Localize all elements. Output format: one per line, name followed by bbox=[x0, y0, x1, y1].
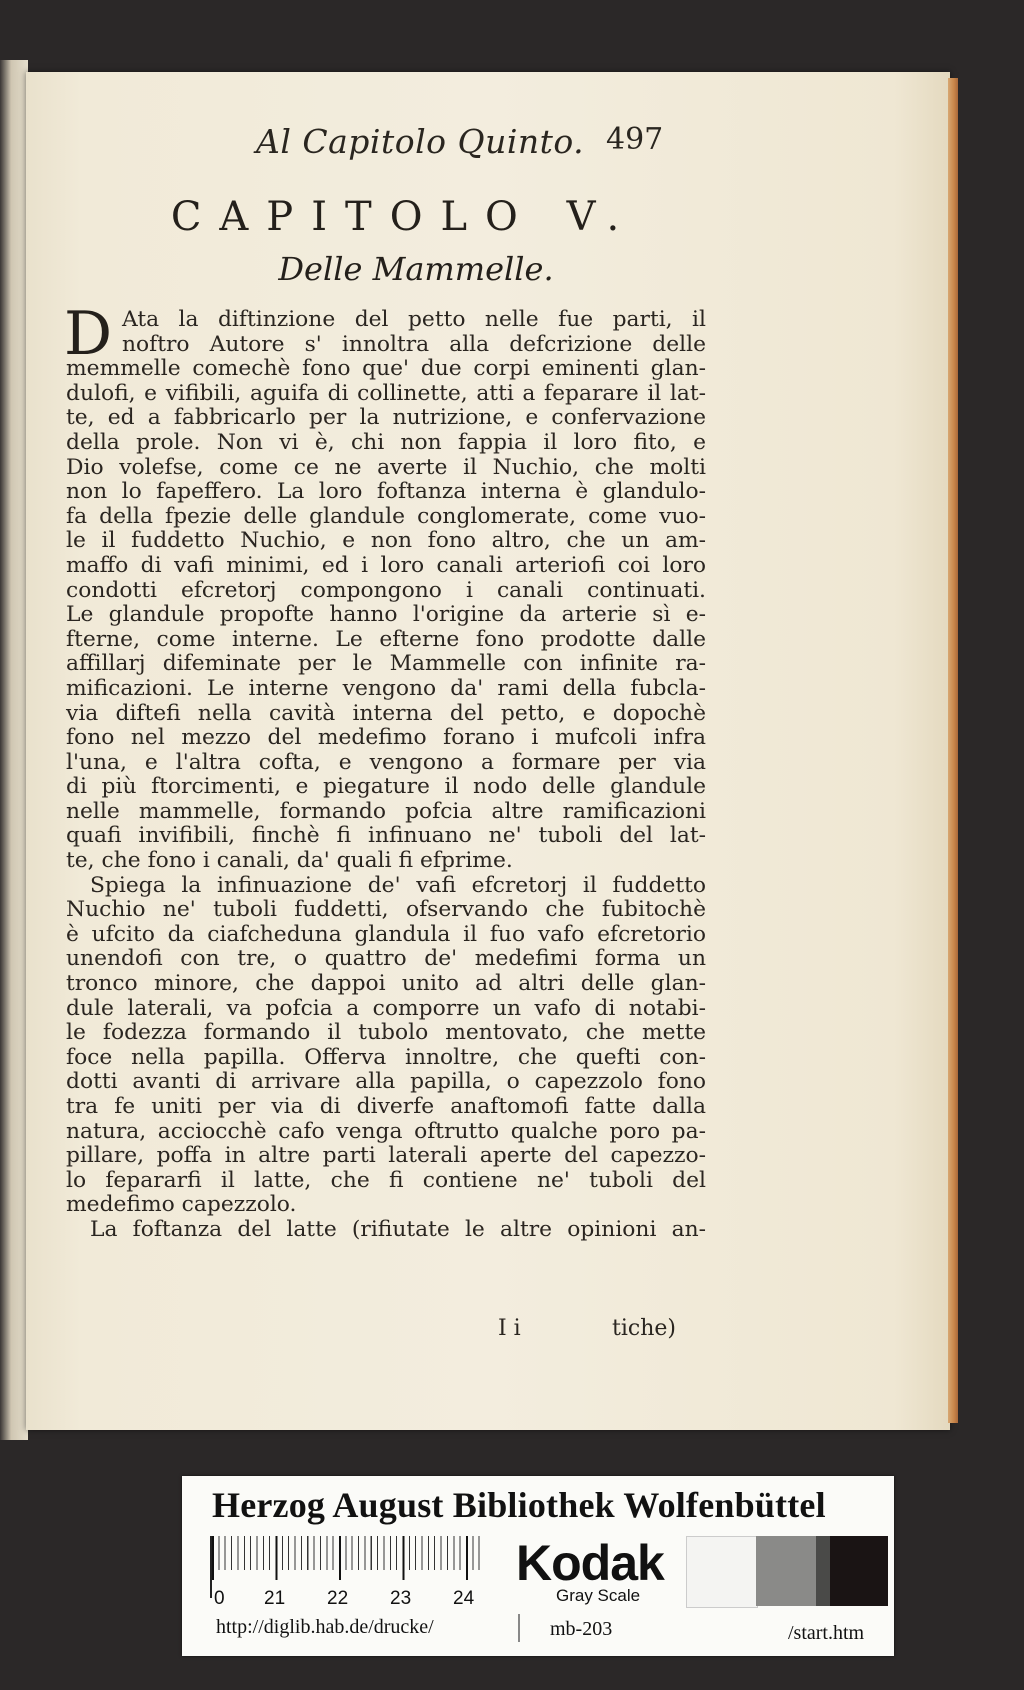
text-line: l'una, e l'altra cofta, e vengono a formare per via bbox=[66, 749, 706, 775]
book-spine-edge bbox=[0, 60, 28, 1440]
gray-scale-label: Gray Scale bbox=[556, 1586, 641, 1605]
text-line: fono nel mezzo del medefimo forano i mufcoli infra bbox=[66, 725, 706, 751]
text-line: pillare, poffa in altre parti laterali aperte del capezzo- bbox=[66, 1143, 706, 1169]
chapter-subtitle: Delle Mammelle. bbox=[278, 250, 554, 288]
text-line: tronco minore, che dappoi unito ad altri delle glan- bbox=[66, 971, 706, 997]
catchword: tiche) bbox=[612, 1316, 676, 1341]
text-line: Dio volefse, come ce ne averte il Nuchio, che molti bbox=[66, 454, 706, 480]
text-line: foce nella papilla. Offerva innoltre, che quefti con- bbox=[66, 1044, 706, 1070]
book-page bbox=[26, 72, 950, 1430]
gray-swatch-white bbox=[686, 1536, 758, 1608]
body-text bbox=[64, 299, 706, 1243]
text-line: via diftefi nella cavità interna del petto, e dopochè bbox=[66, 700, 706, 726]
gray-swatch-dark bbox=[816, 1536, 830, 1606]
text-line: le fodezza formando il tubolo mentovato, che mette bbox=[66, 1020, 706, 1046]
text-line: La foftanza del latte (rifiutate le altre opinioni an- bbox=[90, 1216, 706, 1242]
text-line: affillarj difeminate per le Mammelle con infinite ra- bbox=[66, 651, 706, 677]
page-header bbox=[236, 122, 696, 172]
text-line: Nuchio ne' tuboli fuddetti, ofservando che fubitochè bbox=[66, 897, 706, 923]
text-line: fa della fpezie delle glandule conglomerate, come vuo- bbox=[66, 503, 706, 529]
shelfmark-divider bbox=[518, 1614, 520, 1642]
text-line: dulofi, e vifibili, aguifa di collinette, atti a feparare il lat- bbox=[66, 380, 706, 406]
drop-cap: D bbox=[64, 299, 113, 369]
text-line: mificazioni. Le interne vengono da' rami della fubcla- bbox=[66, 675, 706, 701]
shelfmark: mb-203 bbox=[550, 1618, 613, 1640]
signature-mark: I i bbox=[498, 1316, 521, 1341]
text-line: maffo di vafi minimi, ed i loro canali arteriofi coi loro bbox=[66, 552, 706, 578]
text-line: le il fuddetto Nuchio, e non fono altro, che un am- bbox=[66, 528, 706, 554]
start-page-url: /start.htm bbox=[788, 1622, 865, 1644]
ruler-label: 22 bbox=[327, 1588, 349, 1609]
text-line: non lo fapeffero. La loro foftanza interna è glandulo- bbox=[66, 479, 706, 505]
text-line: lo fepararfi il latte, che fi contiene ne' tuboli del bbox=[66, 1167, 706, 1193]
text-line: tra fe uniti per via di diverfe anaftomofi fatte dalla bbox=[66, 1094, 706, 1119]
text-line: unendofi con tre, o quattro de' medefimi forma un bbox=[66, 946, 706, 972]
text-line: Ata la diftinzione del petto nelle fue parti, il bbox=[122, 307, 706, 332]
page-number: 497 bbox=[606, 122, 664, 157]
color-calibration-card bbox=[182, 1476, 894, 1656]
text-line: nelle mammelle, formando pofcia altre ramificazioni bbox=[66, 798, 706, 824]
digital-library-url: http://diglib.hab.de/drucke/ bbox=[216, 1616, 434, 1638]
ruler-label: 23 bbox=[390, 1588, 412, 1609]
text-line: te, ed a fabbricarlo per la nutrizione, e confervazione bbox=[66, 405, 706, 431]
chapter-heading: CAPITOLO V. bbox=[170, 194, 638, 240]
text-line: te, che fono i canali, da' quali fi efprime. bbox=[66, 848, 513, 874]
kodak-logo: Kodak bbox=[516, 1535, 664, 1591]
library-name: Herzog August Bibliothek Wolfenbüttel bbox=[212, 1485, 826, 1525]
text-line: dule laterali, va pofcia a comporre un vafo di notabi- bbox=[66, 995, 706, 1021]
text-line: quafi invifibili, finchè fi infinuano ne' tuboli del lat- bbox=[66, 823, 706, 849]
text-line: Spiega la infinuazione de' vafi efcretorj il fuddetto bbox=[90, 872, 706, 898]
text-line: dotti avanti di arrivare alla papilla, o capezzolo fono bbox=[66, 1069, 706, 1095]
ruler-label: 21 bbox=[264, 1588, 286, 1609]
gray-swatch-black bbox=[830, 1536, 888, 1606]
text-line: memmelle comechè fono que' due corpi eminenti glan- bbox=[66, 356, 706, 382]
text-line: della prole. Non vi è, chi non fappia il loro fito, e bbox=[66, 429, 706, 455]
ruler-major-ticks bbox=[212, 1536, 480, 1580]
text-line: è ufcito da ciafcheduna glandula il fuo vafo efcretorio bbox=[66, 921, 706, 947]
measurement-ruler bbox=[210, 1536, 480, 1609]
ruler-label: 24 bbox=[453, 1588, 475, 1609]
text-line: di più ftorcimenti, e piegature il nodo delle glandule bbox=[66, 774, 706, 800]
gray-swatch-mid bbox=[756, 1536, 816, 1606]
text-line: Le glandule propofte hanno l'origine da arterie sì e- bbox=[66, 602, 706, 628]
running-head: Al Capitolo Quinto. bbox=[256, 122, 585, 161]
text-line: fterne, come interne. Le efterne fono prodotte dalle bbox=[66, 626, 706, 652]
text-line: noftro Autore s' innoltra alla defcrizione delle bbox=[122, 331, 706, 357]
text-line: natura, acciocchè cafo venga oftrutto qualche poro pa- bbox=[66, 1118, 706, 1144]
text-line: condotti efcretorj compongono i canali continuati. bbox=[66, 577, 706, 603]
ruler-label: 0 bbox=[214, 1588, 225, 1609]
page-fore-edge bbox=[948, 78, 958, 1423]
text-line: medefimo capezzolo. bbox=[66, 1192, 297, 1218]
